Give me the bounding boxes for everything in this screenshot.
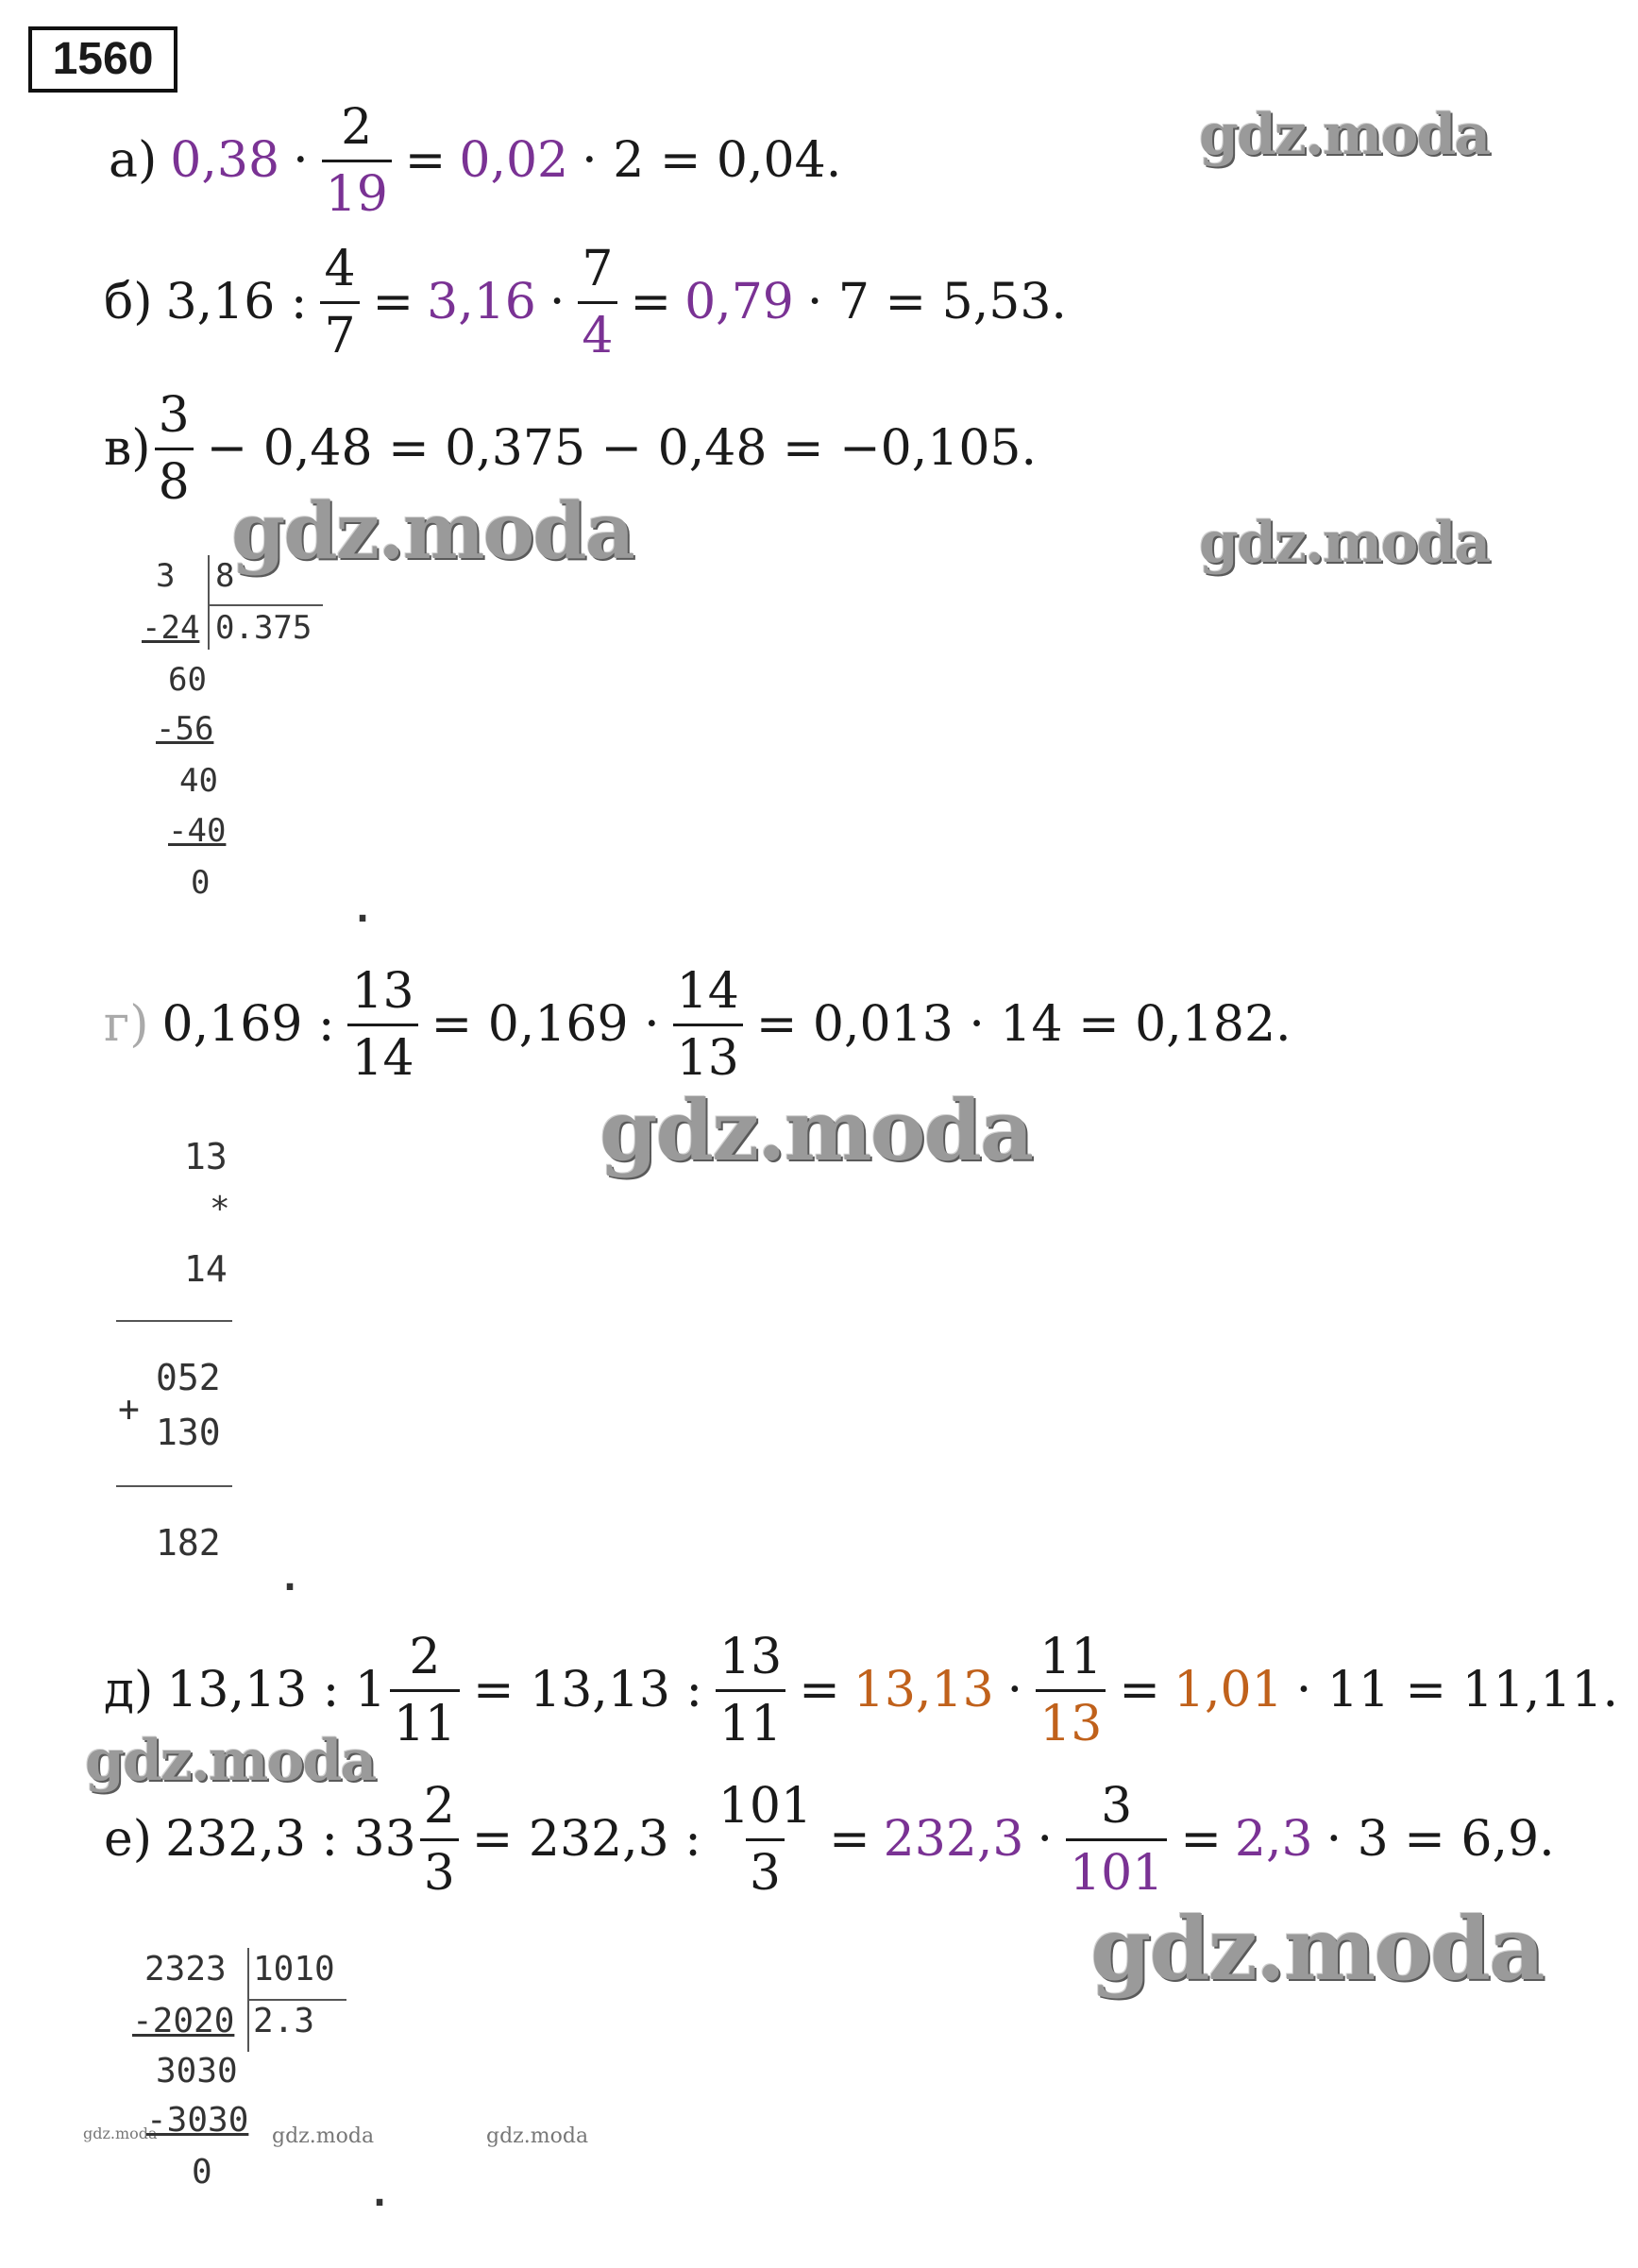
dot: · (1037, 1811, 1054, 1868)
divisor: 8 (215, 557, 235, 595)
term: 3,16 : (165, 274, 308, 330)
fraction (390, 1628, 460, 1752)
problem-number: 1560 (28, 26, 177, 93)
dot: · (293, 132, 309, 189)
denominator: 7 (320, 301, 359, 361)
equals: = (1180, 1811, 1222, 1868)
result: · 3 = 6,9. (1326, 1811, 1555, 1868)
numerator: 13 (719, 1628, 783, 1685)
dot: · (1006, 1662, 1023, 1718)
sum-line (116, 1485, 232, 1487)
result: · 7 = 5,53. (806, 274, 1067, 330)
term: = 0,169 · (431, 996, 660, 1053)
label: д) (104, 1662, 154, 1718)
fraction (322, 98, 392, 223)
term: 0,79 (684, 274, 794, 330)
subtrahend: -2020 (132, 2002, 235, 2040)
numerator: 2 (409, 1628, 441, 1685)
remainder: 3030 (156, 2052, 238, 2090)
term: 0,169 : (161, 996, 335, 1053)
numerator: 2 (423, 1777, 455, 1835)
denominator: 8 (155, 448, 194, 507)
plus: + (118, 1388, 140, 1430)
division-line (247, 1999, 346, 2001)
term: 2,3 (1234, 1811, 1313, 1868)
denominator: 19 (322, 160, 392, 219)
numerator: 7 (582, 240, 614, 297)
fraction (320, 240, 359, 364)
partial-product: 052 (156, 1357, 221, 1398)
term: = 232,3 : (471, 1811, 701, 1868)
denominator: 11 (390, 1689, 460, 1749)
label: г) (104, 996, 149, 1053)
numerator: 2 (341, 98, 373, 156)
label: а) (109, 132, 158, 189)
term: 0,38 (170, 132, 280, 189)
remainder: 0 (191, 864, 211, 902)
label: б) (104, 274, 153, 330)
dividend: 2323 (144, 1950, 227, 1989)
result: · 11 = 11,11. (1295, 1662, 1618, 1718)
denominator: 101 (1066, 1838, 1167, 1898)
denominator: 3 (746, 1838, 785, 1898)
fraction (1066, 1777, 1167, 1902)
dot: . (351, 888, 375, 931)
equals: = (799, 1662, 840, 1718)
dot: · (549, 274, 566, 330)
partial-product: 130 (156, 1412, 221, 1453)
fraction (716, 1628, 785, 1752)
numerator: 14 (676, 962, 739, 1020)
fraction (715, 1777, 816, 1902)
term: 13,13 (853, 1662, 994, 1718)
subtrahend: -56 (156, 710, 214, 748)
denominator: 3 (420, 1838, 459, 1898)
watermark: gdz.moda (1090, 1898, 1544, 2000)
dot: . (368, 2172, 392, 2215)
denominator: 11 (716, 1689, 785, 1749)
fraction (347, 962, 417, 1087)
denominator: 13 (1036, 1689, 1106, 1749)
division-line (208, 604, 323, 606)
equals: = (404, 132, 447, 189)
numerator: 101 (718, 1777, 813, 1835)
result: = 0,013 · 14 = 0,182. (755, 996, 1292, 1053)
label: е) (104, 1811, 153, 1868)
equals: = (1119, 1662, 1160, 1718)
term: 1,01 (1173, 1662, 1283, 1718)
remainder: 40 (179, 762, 218, 800)
equation-b (104, 227, 1080, 378)
equation-a (109, 85, 854, 236)
watermark: gdz.moda (272, 2124, 375, 2148)
result: − 0,48 = 0,375 − 0,48 = −0,105. (206, 420, 1038, 477)
fraction (1036, 1628, 1106, 1752)
term: 0,02 (459, 132, 569, 189)
watermark: gdz.moda (231, 486, 633, 577)
denominator: 14 (347, 1024, 417, 1083)
watermark: gdz.moda (85, 1728, 376, 1794)
sum-line (116, 1320, 232, 1322)
numerator: 3 (1101, 1777, 1133, 1835)
denominator: 4 (578, 301, 616, 361)
quotient: 0.375 (215, 609, 312, 647)
equation-v (104, 373, 1050, 524)
watermark: gdz.moda (599, 1081, 1033, 1179)
term: 3,16 (427, 274, 536, 330)
division-bar (208, 555, 210, 650)
fraction (578, 240, 616, 364)
denominator: 13 (673, 1024, 743, 1083)
subtrahend: -3030 (146, 2101, 249, 2140)
fraction (155, 386, 194, 511)
operator: * (210, 1190, 230, 1228)
term: 13,13 : 1 (166, 1662, 386, 1718)
dividend: 3 (156, 557, 176, 595)
label: в) (104, 420, 151, 477)
quotient: 2.3 (253, 2002, 315, 2040)
remainder: 0 (192, 2153, 212, 2192)
equals: = (630, 274, 672, 330)
fraction (420, 1777, 459, 1902)
watermark: gdz.moda (83, 2124, 158, 2142)
watermark: gdz.moda (486, 2124, 589, 2148)
dot: . (279, 1556, 302, 1599)
equation-g (104, 949, 1305, 1100)
numerator: 4 (324, 240, 356, 297)
numerator: 11 (1039, 1628, 1103, 1685)
term: = 13,13 : (473, 1662, 703, 1718)
equation-e (104, 1764, 1568, 1915)
fraction (673, 962, 743, 1087)
equals: = (372, 274, 414, 330)
term: 232,3 : 33 (165, 1811, 416, 1868)
subtrahend: -24 (142, 609, 200, 647)
term: 232,3 (883, 1811, 1024, 1868)
remainder: 60 (168, 661, 207, 699)
factor: 14 (184, 1248, 228, 1290)
result: · 2 = 0,04. (582, 132, 842, 189)
product: 182 (156, 1522, 221, 1564)
subtrahend: -40 (168, 812, 227, 850)
equation-d (104, 1615, 1631, 1766)
watermark: gdz.moda (1199, 510, 1490, 576)
numerator: 13 (351, 962, 414, 1020)
numerator: 3 (158, 386, 190, 444)
factor: 13 (184, 1136, 228, 1177)
watermark: gdz.moda (1199, 102, 1490, 168)
equals: = (829, 1811, 870, 1868)
divisor: 1010 (253, 1950, 335, 1989)
